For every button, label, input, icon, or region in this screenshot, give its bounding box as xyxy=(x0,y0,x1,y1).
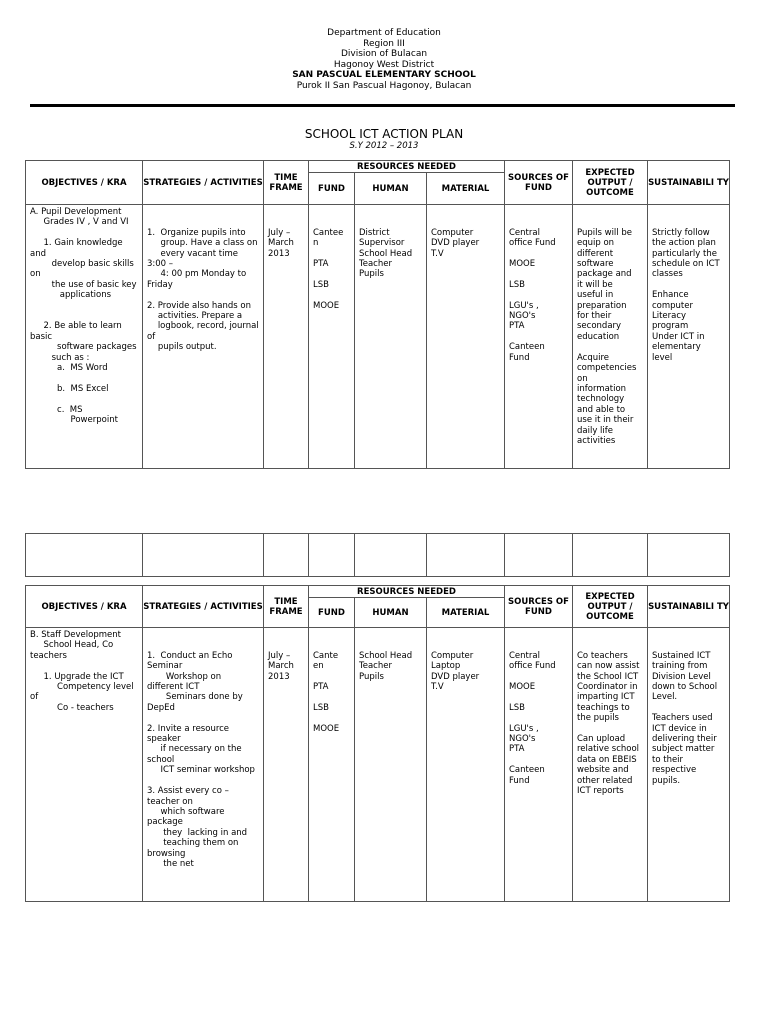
sustainability-cell: Strictly follow the action plan particularly the schedule on ICT classes Enhance computer Literacy program Under ICT in elementary level xyxy=(652,227,720,363)
material-cell: Computer Laptop DVD player T.V xyxy=(431,650,480,693)
col-sources-of-fund: SOURCES OF FUND xyxy=(505,586,573,628)
col-sustainability: SUSTAINABILI TY xyxy=(648,586,730,628)
col-material: MATERIAL xyxy=(427,173,505,205)
table-row xyxy=(26,205,730,469)
sources-cell: Central office Fund MOOE LSB LGU's , NGO's PTA Canteen Fund xyxy=(509,650,556,786)
human-cell: District Supervisor School Head Teacher Pupils xyxy=(359,227,413,280)
col-sustainability: SUSTAINABILI TY xyxy=(648,161,730,205)
department-line: Department of Education xyxy=(327,28,441,38)
human-cell: School Head Teacher Pupils xyxy=(359,650,413,682)
col-resources-needed: RESOURCES NEEDED xyxy=(309,586,505,598)
col-human: HUMAN xyxy=(355,173,427,205)
time-frame-cell: July – March 2013 xyxy=(268,650,294,682)
empty-row xyxy=(26,534,730,577)
objectives-cell: A. Pupil Development Grades IV , V and VI 1. Gain knowledge and develop basic skills on the use of basic key applications 2. Be able to learn basic software packages such as : a. MS Word b. MS Excel c. MS Powerpoint xyxy=(30,207,137,426)
col-objectives: OBJECTIVES / KRA xyxy=(26,586,143,628)
col-time-frame: TIME FRAME xyxy=(264,161,309,205)
col-fund: FUND xyxy=(309,598,355,628)
col-resources-needed: RESOURCES NEEDED xyxy=(309,161,505,173)
school-name: SAN PASCUAL ELEMENTARY SCHOOL xyxy=(292,70,476,80)
sustainability-cell: Sustained ICT training from Division Level down to School Level. Teachers used ICT device in delivering their subject matter to their respective pupils. xyxy=(652,650,718,786)
col-expected-output: EXPECTED OUTPUT / OUTCOME xyxy=(573,161,648,205)
district-line: Hagonoy West District xyxy=(333,59,435,70)
col-fund: FUND xyxy=(309,173,355,205)
fund-cell: Cante en PTA LSB MOOE xyxy=(313,650,340,734)
col-time-frame: TIME FRAME xyxy=(264,586,309,628)
letterhead xyxy=(0,28,768,91)
action-plan-table-a xyxy=(25,160,730,469)
objectives-cell: B. Staff Development School Head, Co teachers 1. Upgrade the ICT Competency level of Co - teachers xyxy=(30,630,134,713)
division-line: Division of Bulacan xyxy=(340,49,428,59)
school-year: S.Y 2012 – 2013 xyxy=(349,141,419,151)
expected-cell: Co teachers can now assist the School ICT Coordinator in imparting ICT teachings to the pupils Can upload relative school data on EBEIS website and other related ICT reports xyxy=(577,650,640,797)
col-expected-output: EXPECTED OUTPUT / OUTCOME xyxy=(573,586,648,628)
table-row xyxy=(26,628,730,902)
strategies-cell: 1. Organize pupils into group. Have a class on every vacant time 3:00 – 4: 00 pm Monday to Friday 2. Provide also hands on activities. Prepare a logbook, record, journal of pupils output. xyxy=(147,227,259,353)
col-objectives: OBJECTIVES / KRA xyxy=(26,161,143,205)
page-title: SCHOOL ICT ACTION PLAN xyxy=(304,127,464,141)
col-human: HUMAN xyxy=(355,598,427,628)
material-cell: Computer DVD player T.V xyxy=(431,227,480,259)
header-divider xyxy=(30,104,735,107)
col-sources-of-fund: SOURCES OF FUND xyxy=(505,161,573,205)
col-strategies: STRATEGIES / ACTIVITIES xyxy=(143,586,264,628)
blank-table xyxy=(25,533,730,577)
region-line: Region III xyxy=(363,38,405,49)
school-address: Purok II San Pascual Hagonoy, Bulacan xyxy=(296,80,472,91)
col-material: MATERIAL xyxy=(427,598,505,628)
col-strategies: STRATEGIES / ACTIVITIES xyxy=(143,161,264,205)
action-plan-table-b xyxy=(25,585,730,902)
time-frame-cell: July – March 2013 xyxy=(268,227,294,259)
sources-cell: Central office Fund MOOE LSB LGU's , NGO's PTA Canteen Fund xyxy=(509,227,556,363)
fund-cell: Cantee n PTA LSB MOOE xyxy=(313,227,344,311)
strategies-cell: 1. Conduct an Echo Seminar Workshop on different ICT Seminars done by DepEd 2. Invite a resource speaker if necessary on the school ICT seminar workshop 3. Assist every co – teacher on which software package they lacking in and teaching them on browsing the net xyxy=(147,650,255,869)
expected-cell: Pupils will be equip on different software package and it will be useful in preparation for their secondary education Acquire competencies on information technology and able to use it in their daily life activities xyxy=(577,227,637,446)
